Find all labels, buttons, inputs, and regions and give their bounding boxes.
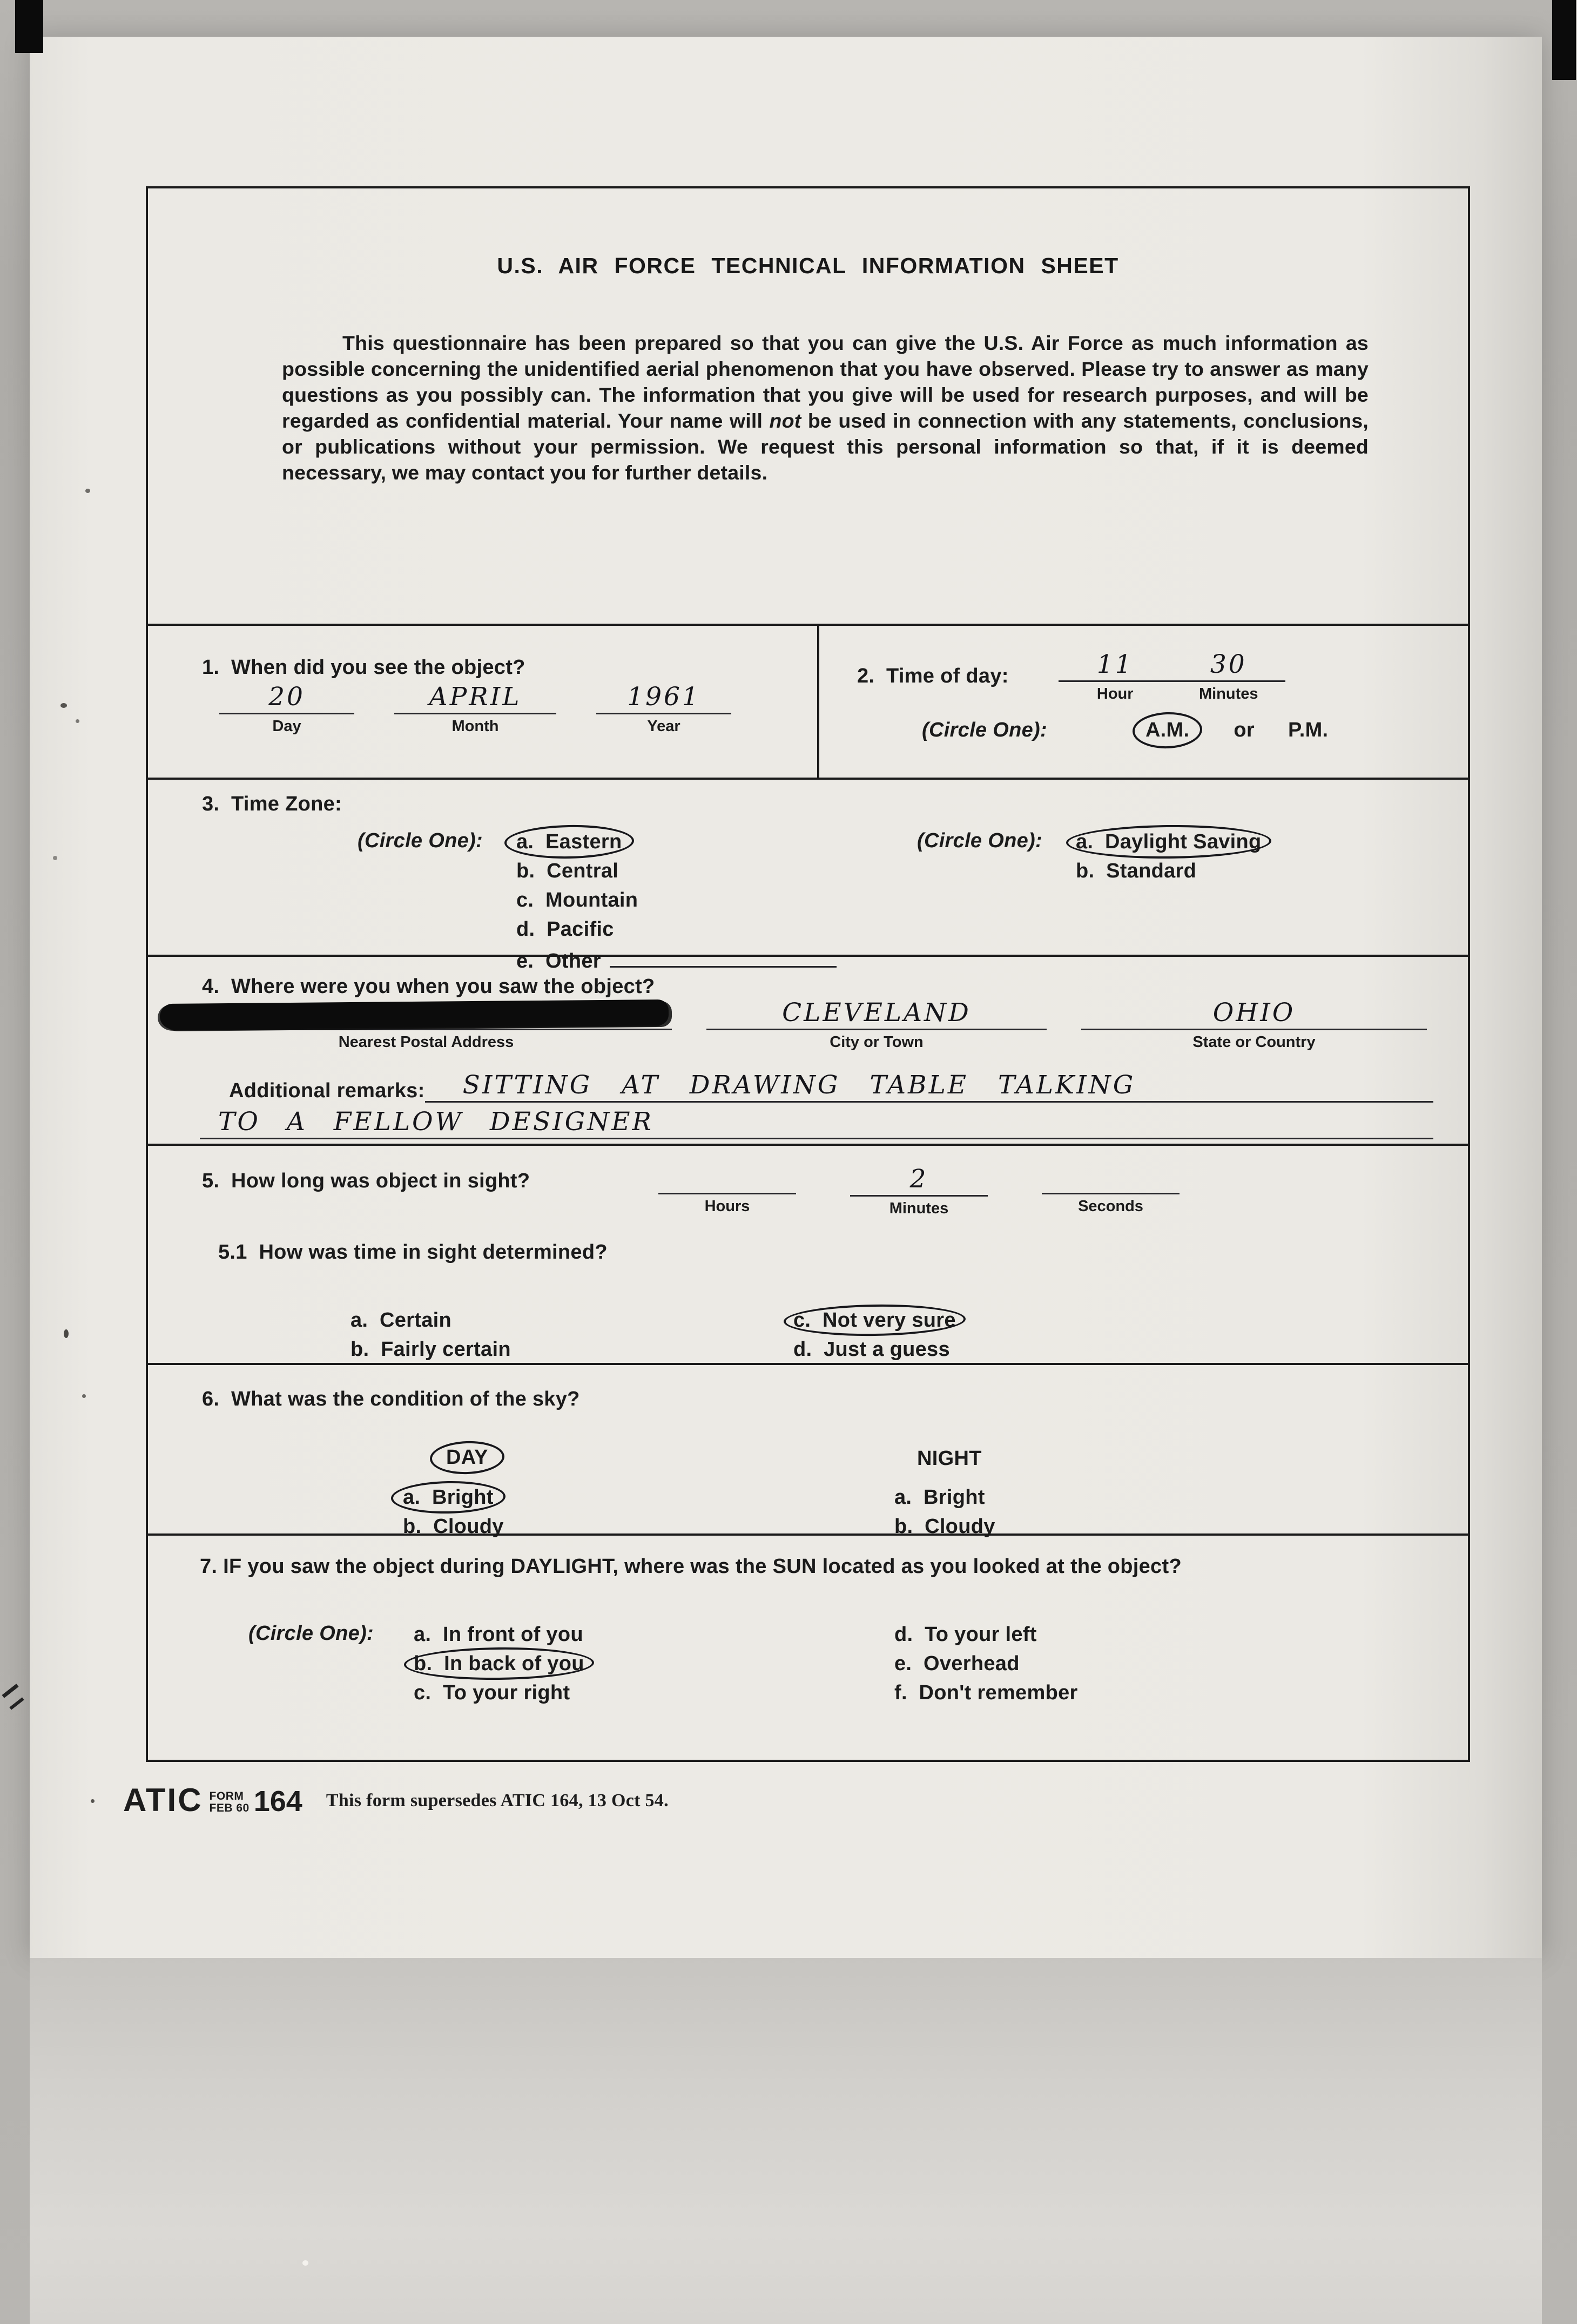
- q7-option-overhead: e. Overhead: [894, 1652, 1020, 1675]
- q1-year-field: [596, 682, 731, 735]
- q6-day-header: DAY: [446, 1446, 488, 1469]
- q6-night-bright: a. Bright: [894, 1486, 985, 1509]
- q5-option-fairly-certain: b. Fairly certain: [351, 1338, 511, 1361]
- q1-day-field: [219, 682, 354, 735]
- scan-artifact: [85, 489, 90, 493]
- redaction-mark: [160, 999, 669, 1030]
- intro-emphasis-not: not: [769, 409, 801, 432]
- q2-label: 2. Time of day:: [857, 665, 1009, 687]
- q6-night-header: NIGHT: [917, 1447, 982, 1470]
- q1-year-label: Year: [647, 718, 680, 735]
- q4-remarks-line2: TO A FELLOW DESIGNER: [218, 1107, 653, 1137]
- scan-artifact: [302, 2260, 308, 2266]
- q5-hours-field: [658, 1164, 796, 1218]
- film-corner-mark-left: [15, 0, 43, 53]
- q4-city-label: City or Town: [830, 1033, 924, 1051]
- q5-minutes-value: 2: [909, 1164, 928, 1194]
- q5-seconds-field: [1042, 1164, 1180, 1218]
- film-corner-mark-right: [1552, 0, 1576, 80]
- section-q5: [148, 1144, 1468, 1363]
- q3-saving-options: [1076, 829, 1262, 888]
- scan-artifact: [64, 1329, 69, 1338]
- q1-year-value: 1961: [627, 682, 700, 712]
- footer-form-word: FORM: [209, 1790, 244, 1802]
- question-2: [817, 626, 1468, 778]
- intro-paragraph: [282, 330, 1369, 485]
- footer-atic: ATIC: [123, 1782, 203, 1818]
- q6-night-cloudy: b. Cloudy: [894, 1515, 995, 1538]
- question-1: [148, 626, 817, 778]
- q2-minutes-value: 30: [1210, 650, 1247, 679]
- q7-option-in-back: b. In back of you: [414, 1652, 584, 1675]
- q7-options-left: [414, 1622, 584, 1710]
- q2-hour-value: 11: [1096, 650, 1134, 679]
- q5-option-just-a-guess: d. Just a guess: [793, 1338, 950, 1361]
- q4-state-label: State or Country: [1192, 1033, 1316, 1051]
- q6-day-bright: a. Bright: [403, 1486, 494, 1509]
- q2-option-pm: P.M.: [1288, 719, 1329, 741]
- q5-option-certain: a. Certain: [351, 1309, 452, 1332]
- q3-option-central: b. Central: [516, 860, 619, 882]
- q2-circle-one-label: (Circle One):: [922, 719, 1047, 741]
- footer-form-number: 164: [253, 1785, 302, 1818]
- q2-hour-field: [1059, 650, 1172, 703]
- q3-circle-one-left: (Circle One):: [358, 829, 483, 852]
- q5-hours-label: Hours: [704, 1198, 750, 1215]
- q3-option-pacific: d. Pacific: [516, 918, 614, 941]
- form-title: U.S. AIR FORCE TECHNICAL INFORMATION SHEET: [497, 253, 1119, 278]
- q7-label: 7. IF you saw the object during DAYLIGHT, where was the SUN located as you looked at the object?: [200, 1555, 1182, 1578]
- q5-options-left: [351, 1308, 511, 1366]
- intro-text-2: be used in connection with any statements, conclusions, or publications without your permission. We request this personal information so that, if it is deemed necessary, we may contact you for further details.: [282, 409, 1369, 484]
- q6-day-cloudy: b. Cloudy: [403, 1515, 504, 1538]
- q1-month-field: [394, 682, 556, 735]
- q1-day-value: 20: [268, 682, 305, 712]
- section-q4: [148, 955, 1468, 1144]
- section-q3: [148, 778, 1468, 972]
- q2-minutes-field: [1172, 650, 1285, 703]
- q4-remarks-label: Additional remarks:: [229, 1079, 425, 1102]
- q5-minutes-label: Minutes: [889, 1200, 949, 1217]
- scan-artifact: [82, 1394, 86, 1398]
- scan-artifact: [2, 1684, 18, 1698]
- scan-artifact: [9, 1697, 24, 1710]
- q7-options-right: [894, 1622, 1078, 1710]
- q4-remarks-line1: SITTING AT DRAWING TABLE TALKING: [462, 1070, 1136, 1100]
- scan-artifact: [91, 1799, 95, 1803]
- q4-address-field: [180, 1000, 672, 1051]
- footer-note: This form supersedes ATIC 164, 13 Oct 54.: [326, 1791, 669, 1810]
- q1-label: 1. When did you see the object?: [202, 656, 525, 679]
- q4-label: 4. Where were you when you saw the object?: [202, 975, 655, 998]
- q7-option-to-left: d. To your left: [894, 1623, 1037, 1646]
- q1-month-value: APRIL: [429, 682, 522, 712]
- q4-state-value: OHIO: [1212, 998, 1296, 1028]
- scan-artifact: [60, 703, 67, 708]
- form-footer: [123, 1782, 669, 1818]
- q1-month-label: Month: [451, 718, 499, 735]
- q5-label: 5. How long was object in sight?: [202, 1170, 530, 1192]
- section-intro: [148, 188, 1468, 624]
- q3-option-mountain: c. Mountain: [516, 889, 638, 911]
- q5-options-right: [793, 1308, 956, 1366]
- q3-option-daylight-saving: a. Daylight Saving: [1076, 830, 1262, 853]
- section-q1-q2: [148, 624, 1468, 778]
- scan-backing: [30, 1958, 1542, 2324]
- q4-city-value: CLEVELAND: [782, 998, 971, 1028]
- q4-address-label: Nearest Postal Address: [338, 1033, 514, 1051]
- q3-label: 3. Time Zone:: [202, 793, 342, 815]
- q3-option-eastern: a. Eastern: [516, 830, 622, 853]
- q2-option-am: A.M.: [1145, 719, 1190, 741]
- footer-form-date: FEB 60: [209, 1802, 250, 1814]
- q4-city-field: [706, 998, 1047, 1051]
- q3-option-standard: b. Standard: [1076, 860, 1197, 882]
- section-q6: [148, 1363, 1468, 1538]
- q7-circle-one-label: (Circle One):: [248, 1622, 374, 1645]
- q7-option-to-right: c. To your right: [414, 1681, 570, 1704]
- q3-option-other: e. Other: [516, 950, 601, 972]
- q6-label: 6. What was the condition of the sky?: [202, 1388, 580, 1410]
- q5-option-not-very-sure: c. Not very sure: [793, 1309, 956, 1332]
- scan-artifact: [53, 856, 57, 860]
- q7-option-in-front: a. In front of you: [414, 1623, 583, 1646]
- intro-text-1: This questionnaire has been prepared so that you can give the U.S. Air Force as much information as possible concerning the unidentified aerial phenomenon that you have observed. Please try to answer as many questions as you possibly can. The information that you give will be used for research purposes, and will be regarded as confidential material. Your name will: [282, 332, 1369, 432]
- technical-information-form: [146, 186, 1470, 1762]
- footer-form-stack: [210, 1791, 250, 1814]
- q7-option-dont-remember: f. Don't remember: [894, 1681, 1078, 1704]
- scan-artifact: [76, 719, 79, 723]
- q5-minutes-field: [850, 1164, 988, 1218]
- q3-circle-one-right: (Circle One):: [917, 829, 1042, 852]
- q2-or-text: or: [1234, 719, 1255, 741]
- q5-sub-label: 5.1 How was time in sight determined?: [218, 1241, 608, 1264]
- q5-seconds-label: Seconds: [1078, 1198, 1143, 1215]
- section-q7: [148, 1533, 1468, 1760]
- q4-state-field: [1081, 998, 1427, 1051]
- q2-minutes-label: Minutes: [1198, 685, 1258, 702]
- q1-day-label: Day: [272, 718, 301, 735]
- q2-hour-label: Hour: [1096, 685, 1134, 702]
